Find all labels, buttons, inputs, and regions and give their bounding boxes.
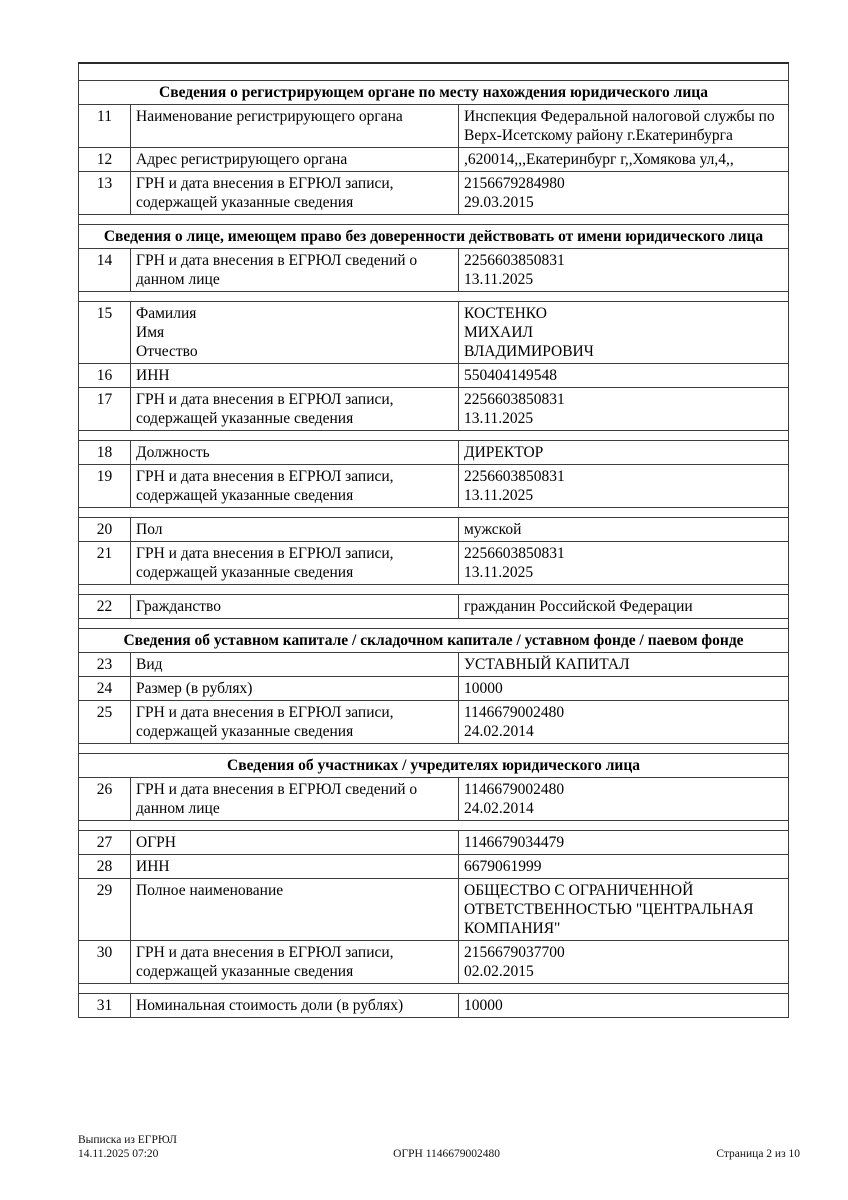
row-number-cell: 31 bbox=[79, 993, 131, 1017]
row-label-line: Наименование регистрирующего органа bbox=[136, 107, 403, 125]
row-value-cell bbox=[459, 830, 789, 854]
row-label-cell bbox=[131, 541, 459, 584]
page-footer bbox=[78, 1133, 800, 1161]
section-header-row bbox=[79, 224, 789, 248]
table-row bbox=[79, 147, 789, 171]
row-label-cell bbox=[131, 676, 459, 700]
row-value-line: КОСТЕНКО bbox=[464, 304, 547, 322]
row-number-cell: 23 bbox=[79, 652, 131, 676]
section-header: Сведения об уставном капитале / складочном капитале / уставном фонде / паевом фонде bbox=[79, 628, 789, 652]
row-value-cell bbox=[459, 878, 789, 940]
spacer-cell bbox=[79, 507, 789, 517]
row-value-cell bbox=[459, 440, 789, 464]
row-number-cell: 24 bbox=[79, 676, 131, 700]
row-value-line: 13.11.2025 bbox=[464, 270, 534, 288]
row-number-cell: 30 bbox=[79, 940, 131, 983]
row-value-cell bbox=[459, 147, 789, 171]
row-value-cell bbox=[459, 652, 789, 676]
row-number-cell: 22 bbox=[79, 594, 131, 618]
row-label-line: ГРН и дата внесения в ЕГРЮЛ записи, содержащей указанные сведения bbox=[136, 467, 394, 504]
spacer-cell bbox=[79, 214, 789, 224]
row-number-cell: 14 bbox=[79, 248, 131, 291]
row-value-cell bbox=[459, 993, 789, 1017]
table-row bbox=[79, 878, 789, 940]
row-label-cell bbox=[131, 777, 459, 820]
row-value-line: ,620014,,,Екатеринбург г,,Хомякова ул,4,, bbox=[464, 150, 734, 168]
row-value-line: гражданин Российской Федерации bbox=[464, 597, 693, 615]
spacer-row bbox=[79, 820, 789, 830]
row-label-cell bbox=[131, 993, 459, 1017]
row-value-line: 2156679284980 bbox=[464, 174, 565, 192]
row-value-cell bbox=[459, 248, 789, 291]
row-number-cell: 29 bbox=[79, 878, 131, 940]
row-value-line: Инспекция Федеральной налоговой службы по Верх-Исетскому району г.Екатеринбурга bbox=[464, 107, 775, 144]
spacer-cell bbox=[79, 618, 789, 628]
row-label-line: ГРН и дата внесения в ЕГРЮЛ сведений о данном лице bbox=[136, 251, 418, 288]
row-value-line: 1146679002480 bbox=[464, 780, 565, 798]
row-label-line: Вид bbox=[136, 655, 163, 673]
row-label-line: ГРН и дата внесения в ЕГРЮЛ записи, содержащей указанные сведения bbox=[136, 174, 394, 211]
row-label-cell bbox=[131, 171, 459, 214]
row-label-line: ГРН и дата внесения в ЕГРЮЛ записи, содержащей указанные сведения bbox=[136, 703, 394, 740]
row-label-line: Имя bbox=[136, 323, 165, 341]
row-number-cell: 19 bbox=[79, 464, 131, 507]
spacer-cell bbox=[79, 820, 789, 830]
row-label-line: Пол bbox=[136, 520, 163, 538]
row-number-cell: 21 bbox=[79, 541, 131, 584]
egrul-table-body bbox=[79, 63, 789, 1017]
row-number-cell: 16 bbox=[79, 363, 131, 387]
row-value-cell bbox=[459, 700, 789, 743]
row-value-line: 10000 bbox=[464, 679, 503, 697]
table-row bbox=[79, 171, 789, 214]
row-label-cell bbox=[131, 363, 459, 387]
row-value-line: 24.02.2014 bbox=[464, 799, 534, 817]
row-label-line: Отчество bbox=[136, 342, 198, 360]
row-label-line: ОГРН bbox=[136, 833, 176, 851]
row-label-line: Номинальная стоимость доли (в рублях) bbox=[136, 996, 404, 1014]
row-number-cell: 13 bbox=[79, 171, 131, 214]
row-value-cell bbox=[459, 541, 789, 584]
row-number-cell: 27 bbox=[79, 830, 131, 854]
footer-page-number: Страница 2 из 10 bbox=[716, 1148, 800, 1160]
row-value-cell bbox=[459, 940, 789, 983]
spacer-row bbox=[79, 63, 789, 80]
egrul-table bbox=[78, 62, 789, 1018]
row-value-line: 2256603850831 bbox=[464, 544, 565, 562]
table-row bbox=[79, 594, 789, 618]
spacer-cell bbox=[79, 63, 789, 80]
row-value-cell bbox=[459, 104, 789, 147]
table-row bbox=[79, 993, 789, 1017]
row-value-line: 6679061999 bbox=[464, 857, 542, 875]
row-value-cell bbox=[459, 363, 789, 387]
row-value-line: ОБЩЕСТВО С ОГРАНИЧЕННОЙ ОТВЕТСТВЕННОСТЬЮ "ЦЕНТРАЛЬНАЯ КОМПАНИЯ" bbox=[464, 881, 754, 937]
row-value-line: ДИРЕКТОР bbox=[464, 443, 544, 461]
table-row bbox=[79, 700, 789, 743]
row-label-cell bbox=[131, 594, 459, 618]
table-row bbox=[79, 301, 789, 363]
row-label-line: ИНН bbox=[136, 366, 170, 384]
section-header: Сведения об участниках / учредителях юридического лица bbox=[79, 753, 789, 777]
row-label-cell bbox=[131, 940, 459, 983]
spacer-cell bbox=[79, 291, 789, 301]
row-label-cell bbox=[131, 104, 459, 147]
row-value-line: УСТАВНЫЙ КАПИТАЛ bbox=[464, 655, 630, 673]
spacer-row bbox=[79, 291, 789, 301]
row-value-line: 2256603850831 bbox=[464, 251, 565, 269]
row-value-cell bbox=[459, 594, 789, 618]
row-label-cell bbox=[131, 464, 459, 507]
table-row bbox=[79, 248, 789, 291]
footer-ogrn: ОГРН 1146679002480 bbox=[393, 1148, 501, 1160]
table-row bbox=[79, 541, 789, 584]
row-value-line: 13.11.2025 bbox=[464, 563, 534, 581]
section-header-row bbox=[79, 753, 789, 777]
row-number-cell: 15 bbox=[79, 301, 131, 363]
spacer-row bbox=[79, 983, 789, 993]
table-row bbox=[79, 363, 789, 387]
table-row bbox=[79, 652, 789, 676]
row-number-cell: 12 bbox=[79, 147, 131, 171]
row-value-line: 2256603850831 bbox=[464, 390, 565, 408]
row-label-cell bbox=[131, 854, 459, 878]
row-label-cell bbox=[131, 147, 459, 171]
spacer-row bbox=[79, 430, 789, 440]
table-row bbox=[79, 940, 789, 983]
row-value-cell bbox=[459, 171, 789, 214]
row-value-line: 10000 bbox=[464, 996, 503, 1014]
section-header-row bbox=[79, 628, 789, 652]
row-value-cell bbox=[459, 301, 789, 363]
row-number-cell: 28 bbox=[79, 854, 131, 878]
row-label-cell bbox=[131, 652, 459, 676]
row-label-line: Гражданство bbox=[136, 597, 222, 615]
table-row bbox=[79, 777, 789, 820]
row-value-line: 02.02.2015 bbox=[464, 962, 534, 980]
row-value-cell bbox=[459, 777, 789, 820]
row-number-cell: 26 bbox=[79, 777, 131, 820]
row-label-line: ГРН и дата внесения в ЕГРЮЛ сведений о данном лице bbox=[136, 780, 418, 817]
row-value-line: 29.03.2015 bbox=[464, 193, 534, 211]
row-number-cell: 18 bbox=[79, 440, 131, 464]
row-label-line: ГРН и дата внесения в ЕГРЮЛ записи, содержащей указанные сведения bbox=[136, 943, 394, 980]
row-value-cell bbox=[459, 387, 789, 430]
spacer-cell bbox=[79, 743, 789, 753]
row-number-cell: 20 bbox=[79, 517, 131, 541]
table-row bbox=[79, 440, 789, 464]
row-label-line: Фамилия bbox=[136, 304, 197, 322]
row-label-line: Размер (в рублях) bbox=[136, 679, 253, 697]
row-label-line: ГРН и дата внесения в ЕГРЮЛ записи, содержащей указанные сведения bbox=[136, 544, 394, 581]
table-row bbox=[79, 676, 789, 700]
row-value-line: 24.02.2014 bbox=[464, 722, 534, 740]
table-row bbox=[79, 464, 789, 507]
spacer-row bbox=[79, 584, 789, 594]
section-header: Сведения о регистрирующем органе по месту нахождения юридического лица bbox=[79, 80, 789, 104]
row-value-line: 13.11.2025 bbox=[464, 486, 534, 504]
row-number-cell: 11 bbox=[79, 104, 131, 147]
row-value-line: мужской bbox=[464, 520, 522, 538]
footer-left-block bbox=[78, 1133, 177, 1161]
table-row bbox=[79, 517, 789, 541]
section-header: Сведения о лице, имеющем право без доверенности действовать от имени юридического лица bbox=[79, 224, 789, 248]
spacer-row bbox=[79, 743, 789, 753]
row-label-cell bbox=[131, 878, 459, 940]
row-value-line: 1146679002480 bbox=[464, 703, 565, 721]
spacer-cell bbox=[79, 430, 789, 440]
row-label-cell bbox=[131, 387, 459, 430]
row-value-line: ВЛАДИМИРОВИЧ bbox=[464, 342, 594, 360]
row-value-line: МИХАИЛ bbox=[464, 323, 534, 341]
row-value-cell bbox=[459, 854, 789, 878]
row-label-cell bbox=[131, 830, 459, 854]
table-row bbox=[79, 104, 789, 147]
spacer-cell bbox=[79, 983, 789, 993]
row-value-line: 550404149548 bbox=[464, 366, 557, 384]
row-value-line: 1146679034479 bbox=[464, 833, 565, 851]
row-value-line: 2156679037700 bbox=[464, 943, 565, 961]
row-label-cell bbox=[131, 700, 459, 743]
table-row bbox=[79, 830, 789, 854]
row-value-cell bbox=[459, 676, 789, 700]
footer-datetime: 14.11.2025 07:20 bbox=[78, 1148, 159, 1160]
spacer-row bbox=[79, 618, 789, 628]
spacer-row bbox=[79, 507, 789, 517]
row-value-cell bbox=[459, 517, 789, 541]
row-label-cell bbox=[131, 517, 459, 541]
row-number-cell: 17 bbox=[79, 387, 131, 430]
row-value-cell bbox=[459, 464, 789, 507]
row-label-cell bbox=[131, 248, 459, 291]
footer-doc-type: Выписка из ЕГРЮЛ bbox=[78, 1134, 177, 1146]
row-number-cell: 25 bbox=[79, 700, 131, 743]
table-row bbox=[79, 854, 789, 878]
row-label-cell bbox=[131, 440, 459, 464]
row-value-line: 2256603850831 bbox=[464, 467, 565, 485]
row-label-line: Адрес регистрирующего органа bbox=[136, 150, 348, 168]
row-label-line: ГРН и дата внесения в ЕГРЮЛ записи, содержащей указанные сведения bbox=[136, 390, 394, 427]
row-label-line: Должность bbox=[136, 443, 210, 461]
row-label-line: ИНН bbox=[136, 857, 170, 875]
table-row bbox=[79, 387, 789, 430]
row-label-cell bbox=[131, 301, 459, 363]
row-value-line: 13.11.2025 bbox=[464, 409, 534, 427]
spacer-row bbox=[79, 214, 789, 224]
row-label-line: Полное наименование bbox=[136, 881, 284, 899]
spacer-cell bbox=[79, 584, 789, 594]
section-header-row bbox=[79, 80, 789, 104]
